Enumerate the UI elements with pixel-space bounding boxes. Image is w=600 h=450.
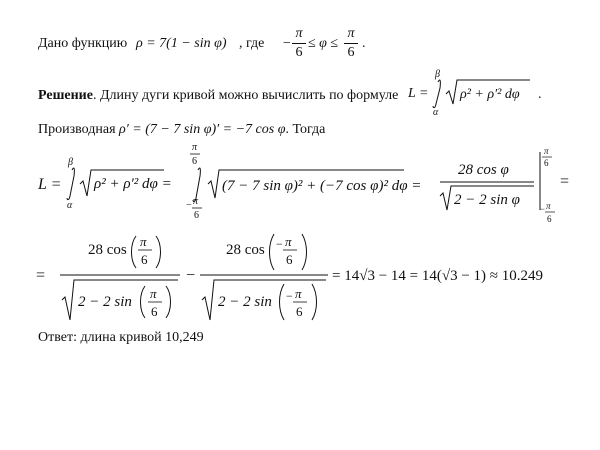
cond-minus: − <box>283 36 291 51</box>
solution-text: . Длину дуги кривой можно вычислить по формуле <box>92 88 399 103</box>
svg-text:28 cos: 28 cos <box>226 242 265 258</box>
arc-formula-L: L = <box>408 86 429 101</box>
svg-text:= 14√3 − 14 = 14(√3 − 1) ≈ 10.: = 14√3 − 14 = 14(√3 − 1) ≈ 10.249 <box>332 268 544 284</box>
svg-text:β: β <box>435 69 440 80</box>
svg-text:6: 6 <box>544 158 549 168</box>
problem-statement <box>38 36 127 52</box>
svg-text:2 − 2 sin: 2 − 2 sin <box>218 294 272 310</box>
svg-text:π: π <box>150 286 157 301</box>
antiderivative-fraction <box>430 146 580 226</box>
svg-text:−: − <box>276 237 283 251</box>
neg-pi-over-6: π 6 <box>292 26 306 61</box>
function-formula: ρ = 7(1 − sin φ) <box>136 36 227 51</box>
svg-text:−: − <box>186 200 192 211</box>
svg-text:28 cos: 28 cos <box>88 242 127 258</box>
svg-text:.: . <box>538 87 542 102</box>
svg-text:6: 6 <box>194 210 199 220</box>
svg-text:=: = <box>36 267 46 284</box>
svg-text:−: − <box>186 267 196 284</box>
second-integral <box>186 140 426 220</box>
svg-text:π: π <box>193 196 199 207</box>
svg-text:2 − 2 sin φ: 2 − 2 sin φ <box>454 192 520 208</box>
evaluation-expression <box>30 228 590 328</box>
arc-formula-integral <box>430 68 550 118</box>
svg-text:=: = <box>560 173 570 190</box>
where-text: , где <box>239 36 265 51</box>
svg-text:π: π <box>295 286 302 301</box>
svg-text:α: α <box>433 107 439 118</box>
svg-text:6: 6 <box>141 252 148 267</box>
solution-label: Решение <box>38 88 93 103</box>
svg-text:(7 − 7 sin φ)² + (−7 cos φ)² d: (7 − 7 sin φ)² + (−7 cos φ)² dφ = <box>222 178 422 194</box>
svg-text:ρ² + ρ′² dφ =: ρ² + ρ′² dφ = <box>94 176 172 192</box>
statement-end: . <box>362 36 366 51</box>
L-equals: L = <box>38 176 62 193</box>
svg-text:π: π <box>546 201 551 211</box>
svg-text:6: 6 <box>296 304 303 319</box>
svg-text:π: π <box>544 146 549 156</box>
svg-text:6: 6 <box>192 156 197 167</box>
svg-text:6: 6 <box>547 214 552 224</box>
intro-text: Дано функцию <box>38 36 128 51</box>
solution-line <box>38 88 398 104</box>
svg-text:π: π <box>285 234 292 249</box>
svg-text:6: 6 <box>151 304 158 319</box>
svg-text:ρ² + ρ′² dφ: ρ² + ρ′² dφ <box>460 87 520 102</box>
svg-text:−: − <box>540 204 546 214</box>
svg-text:2 − 2 sin: 2 − 2 sin <box>78 294 132 310</box>
svg-text:π: π <box>192 142 198 153</box>
svg-text:π: π <box>140 234 147 249</box>
derivative-formula: ρ′ = (7 − 7 sin φ)′ = −7 cos φ <box>119 122 286 137</box>
svg-text:−: − <box>286 289 293 303</box>
answer-line: Ответ: длина кривой 10,249 <box>38 330 204 345</box>
derivative-label: Производная <box>38 122 116 137</box>
derivative-line <box>38 122 325 138</box>
then-text: . Тогда <box>285 122 326 137</box>
svg-text:β: β <box>68 157 73 168</box>
svg-text:6: 6 <box>286 252 293 267</box>
svg-text:α: α <box>67 200 73 211</box>
pi-over-6: π 6 <box>344 26 358 61</box>
cond-middle: ≤ φ ≤ <box>308 36 339 51</box>
svg-text:28 cos φ: 28 cos φ <box>458 162 509 178</box>
first-integral <box>62 156 192 212</box>
